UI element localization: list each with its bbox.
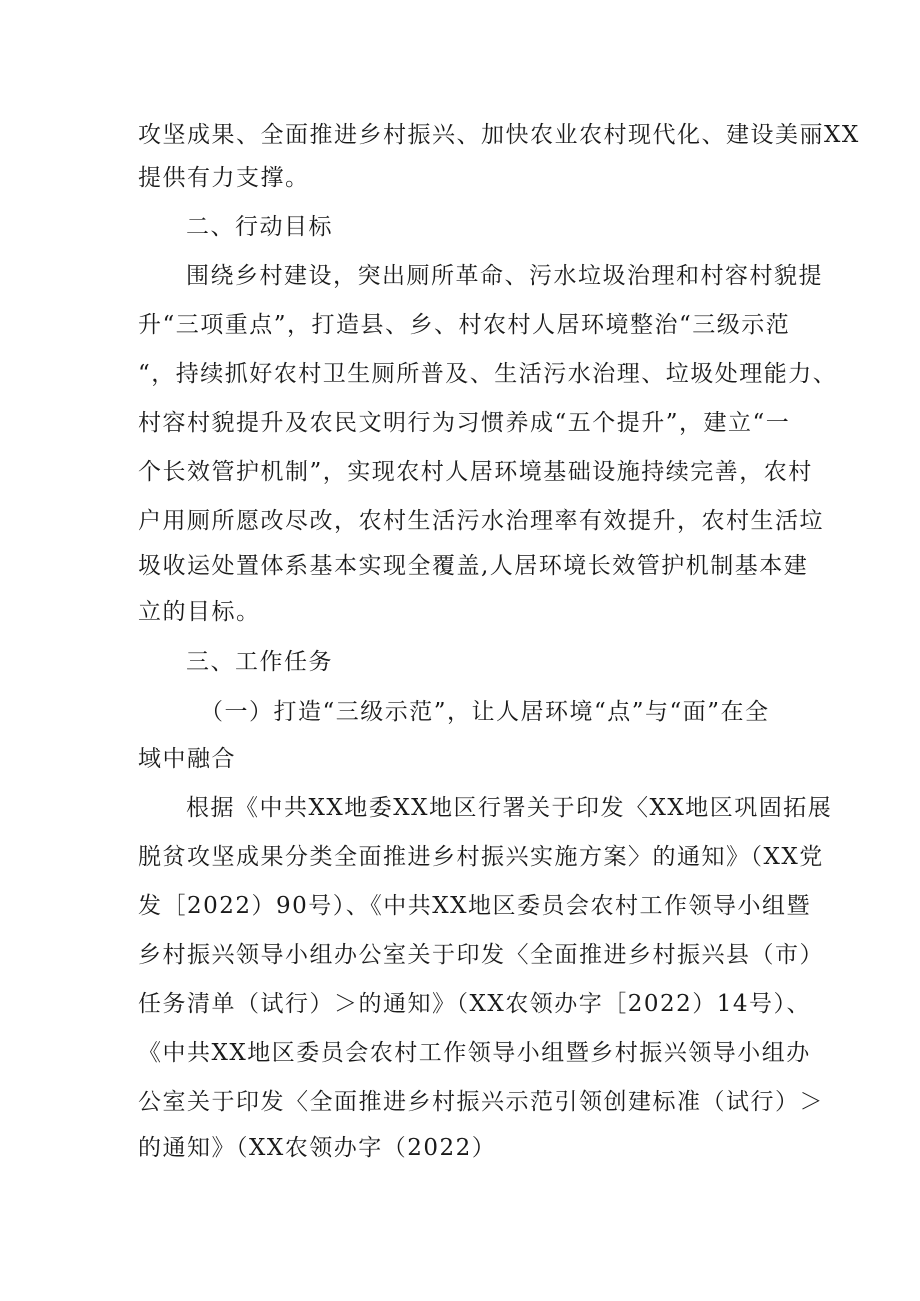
text-line: 发［2022）90号）、《中共XX地区委员会农村工作领导小组暨 xyxy=(138,893,812,919)
text-line: 脱贫攻坚成果分类全面推进乡村振兴实施方案〉的通知》（XX党 xyxy=(138,844,824,870)
text-line: 乡村振兴领导小组办公室关于印发〈全面推进乡村振兴县（市） xyxy=(138,942,824,968)
text-line: “，持续抓好农村卫生厕所普及、生活污水治理、垃圾处理能力、 xyxy=(138,361,838,387)
text-line: 提供有力支撑。 xyxy=(138,165,310,191)
text-line: 村容村貌提升及农民文明行为习惯养成“五个提升”，建立“一 xyxy=(138,410,791,436)
subsection-heading: 域中融合 xyxy=(138,746,236,772)
text-line: 户用厕所愿改尽改，农村生活污水治理率有效提升，农村生活垃 xyxy=(138,508,824,534)
text-line: 升“三项重点”，打造县、乡、村农村人居环境整治“三级示范 xyxy=(138,312,791,338)
text-line: 任务清单（试行）＞的通知》（XX农领办字［2022）14号）、 xyxy=(138,991,812,1017)
text-line: 立的目标。 xyxy=(138,599,261,625)
text-line: 个长效管护机制”，实现农村人居环境基础设施持续完善，农村 xyxy=(138,459,813,485)
text-line: 根据《中共XX地委XX地区行署关于印发〈XX地区巩固拓展 xyxy=(186,795,833,821)
subsection-heading: （一）打造“三级示范”，让人居环境“点”与“面”在全 xyxy=(200,699,770,725)
text-line: 公室关于印发〈全面推进乡村振兴示范引领创建标准（试行）＞ xyxy=(138,1089,824,1115)
text-line: 围绕乡村建设，突出厕所革命、污水垃圾治理和村容村貌提 xyxy=(186,263,823,289)
text-line: 《中共XX地区委员会农村工作领导小组暨乡村振兴领导小组办 xyxy=(138,1040,811,1066)
text-line: 圾收运处置体系基本实现全覆盖,人居环境长效管护机制基本建 xyxy=(138,553,809,579)
text-line: 攻坚成果、全面推进乡村振兴、加快农业农村现代化、建设美丽XX xyxy=(138,122,860,148)
text-line: 的通知》（XX农领办字（2022） xyxy=(138,1135,497,1161)
section-heading: 三、工作任务 xyxy=(186,649,333,675)
section-heading: 二、行动目标 xyxy=(186,214,333,240)
